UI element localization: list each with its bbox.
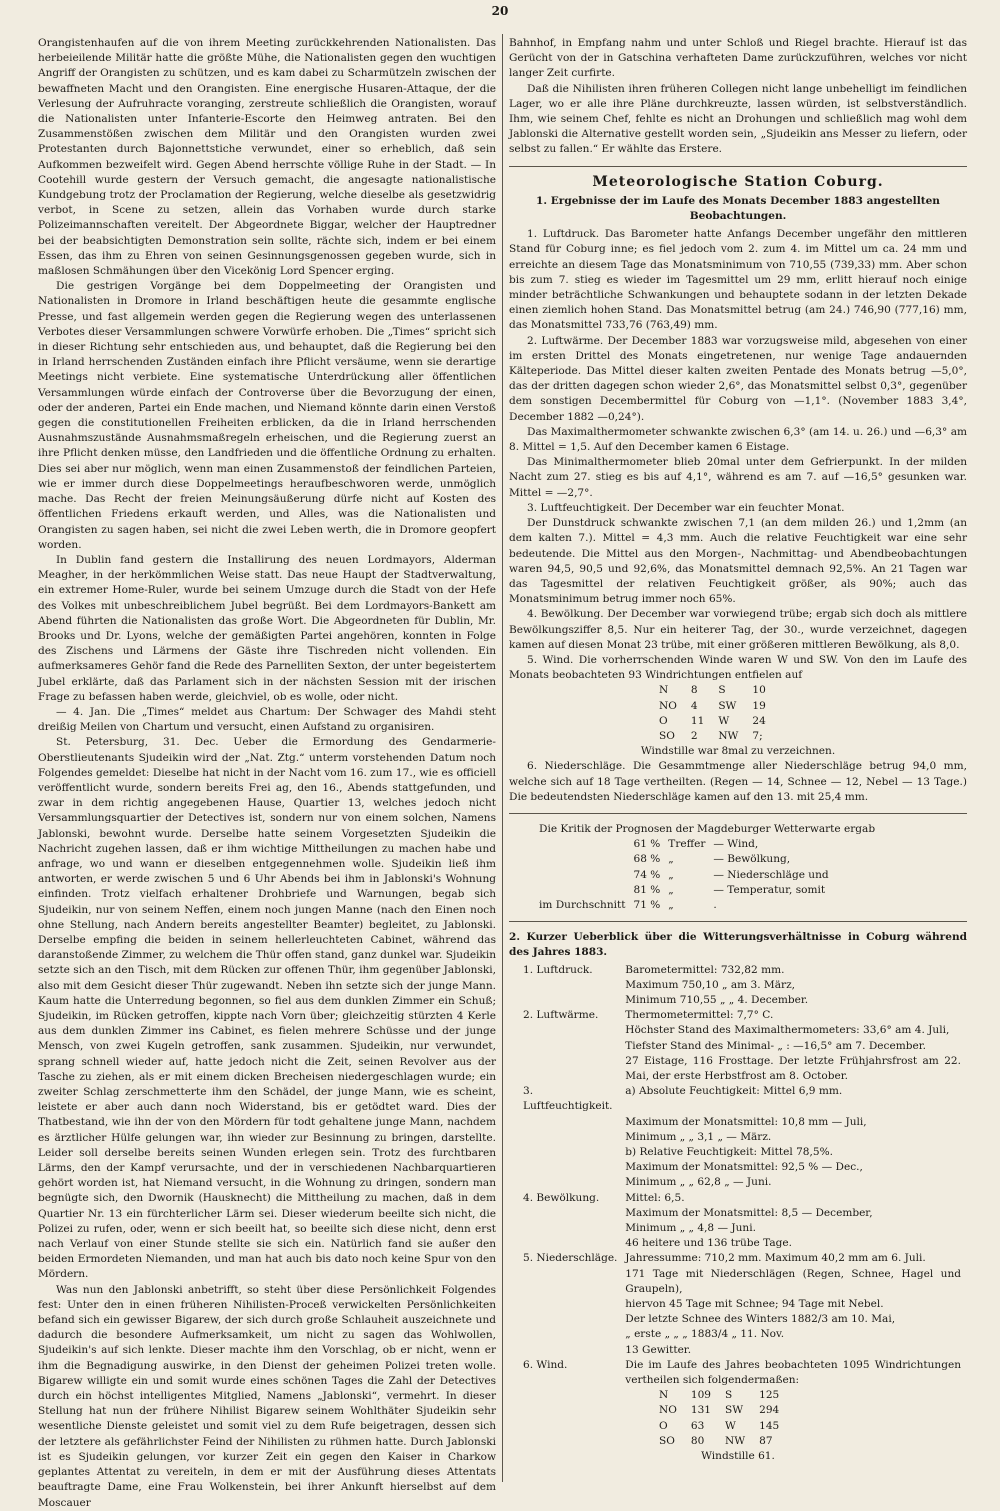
- article-paragraph: Was nun den Jablonski anbetrifft, so steht über diese Persönlichkeit Folgendes fest: Unter den in einen früheren Nihilisten-Proceß verwickelten Persönlichkeiten befand sich ein gewisser Bigarew, der sich durch große Schlauheit auszeichnete und dadurch die besondere Aufmerksamkeit, um nicht zu sagen das Wohlwollen, Sjudeikin's auf sich lenkte. Dieser machte ihm den Vorschlag, ob er nicht, wenn er ihm die Begnadigung auswirke, in den Dienst der geheimen Polizei treten wolle. Bigarew willigte ein und somit wurde eines schönen Tages die Zahl der Detectives durch ein höchst intelligentes Mitglied, Namens „Jablonski“, vermehrt. In dieser Stellung hat nun der frühere Nihilist Bigarew seinem Wohlthäter Sjudeikin sehr wesentliche Dienste geleistet und somit viel zu dem Rufe beigetragen, dessen sich der letztere als gefährlichster Feind der Nihilisten zu rühmen hatte. Durch Jablonski ist es Sjudeikin gelungen, vor kurzer Zeit ein gegen den Kaiser in Charkow geplantes Attentat zu vereiteln, in dem er mit der Ausführung dieses Attentats beauftragte Dame, eine Frau Wolkenstein, bei ihrer Ankunft hierselbst auf dem Moscauer: [38, 1283, 496, 1509]
- overview-row-cell: [523, 1175, 625, 1190]
- wind-row-cell: SO: [659, 729, 675, 742]
- overview-row: [523, 1327, 967, 1342]
- overview-row-cell: [523, 1221, 625, 1236]
- overview-row: [523, 1084, 967, 1114]
- wind-row-cell: NO: [659, 699, 677, 712]
- kritik-row-cell: — Wind,: [713, 838, 759, 851]
- wind-row: [659, 1434, 793, 1449]
- overview-row: [523, 1251, 967, 1266]
- column-rule: [502, 34, 503, 1482]
- report-paragraph: Der Dunstdruck schwankte zwischen 7,1 (an dem milden 26.) und 1,2mm (an dem kalten 7.). Mittel = 4,3 mm. Auch die relative Feuchtigkeit war eine sehr bedeutende. Die Mittel aus den Morgen-, Nachmittag- und Abendbeobachtungen waren 94,5, 90,5 und 92,6%, das Monatsmittel demnach 92,5%. An 21 Tagen war das Tagesmittel der relativen Feuchtigkeit größer, als 90%; auch das Monatsminimum betrug immer noch 65%.: [509, 517, 967, 606]
- section-rule: [509, 921, 967, 922]
- overview-row-cell: [523, 1267, 625, 1297]
- article-paragraph: St. Petersburg, 31. Dec. Ueber die Ermordung des Gendarmerie-Oberstlieutenants Sjudeikin wird der „Nat. Ztg.“ unterm vorstehenden Datum noch Folgendes gemeldet: Dieselbe hat nicht in der Nacht vom 16. zum 17., wie es officiell veröffentlicht wurde, sondern bereits Frei ag, den 16., Abends stattgefunden, und zwar in dem richtig angegebenen Hause, Quartier 13, welches jedoch nicht Versammlungsquartier der Detectives ist, sondern nur von einem solchen, Namens Jablonski, bewohnt wurde. Derselbe hatte seinem Vorgesetzten Sjudeikin die Nachricht zugehen lassen, daß er ihm wichtige Mittheilungen zu machen habe und anfrage, wo und wann er dieselben entgegennehmen wolle. Sjudeikin ließ ihm antworten, er werde zwischen 5 und 6 Uhr Abends bei ihm in Jablonski's Wohnung einfinden. Trotz vielfach erhaltener Drohbriefe und Warnungen, begab sich Sjudeikin, nur von seinem Neffen, einem noch jungen Manne (nach den Einen noch ohne Stellung, nach Andern bereits angestellter Beamter) begleitet, zu Jablonski. Derselbe empfing die beiden in seinem hellerleuchteten Cabinet, während das daranstoßende Zimmer, zu welchem die Thür offen stand, ganz dunkel war. Sjudeikin setzte sich an den Tisch, mit dem Rücken zur offenen Thür, ihm gegenüber Jablonski, also mit dem Gesicht dieser Thür zugewandt. Neben ihn setzte sich der junge Mann. Kaum hatte die Unterredung begonnen, so fiel aus dem dunklen Zimmer ein Schuß; Sjudeikin, im Rücken getroffen, kippte nach Vorn über; gleichzeitig stürzten 4 Kerle aus dem dunklen Zimmer ins Cabinet, es fielen mehrere Schüsse und der junge Mensch, von zwei Kugeln getroffen, sank zusammen. Sjudeikin, nur verwundet, sprang schnell wieder auf, hatte jedoch nicht die Zeit, seinen Revolver aus der Tasche zu ziehen, als er mit einem dicken Brecheisen niedergeschlagen wurde; ein zweiter Schlag zerschmetterte ihm den Schädel, der junge Mann, wie es scheint, leistete er aber auch dann noch Widerstand, bis er getödtet ward. Dies der Thatbestand, wie ihn der von den Mördern für todt gehaltene junge Mann, nachdem es ärztlicher Hülfe gelungen war, ihn wieder zur Besinnung zu bringen, darstellte. Leider soll derselbe bereits seinen Wunden erlegen sein. Trotz des furchtbaren Lärms, den der Kampf verursachte, und der in verschiedenen Nachbarquartieren gehört worden ist, hat Niemand versucht, in die Wohnung zu dringen, sondern man begnügte sich, den Dwornik (Hausknecht) die Mittheilung zu machen, daß in dem Quartier Nr. 13 ein fürchterlicher Lärm sei. Dieser wiederum beeilte sich nicht, die Polizei zu rufen, oder, wenn er sich beeilt hat, so beeilte sich diese nicht, denn erst nach Verlauf von einer Stunde stellte sie sich ein. Natürlich fand sie außer den beiden Ermordeten Niemanden, und man hat auch bis dato noch keine Spur von den Mördern.: [38, 736, 496, 1281]
- overview-row: [523, 1206, 967, 1221]
- overview-row-cell: Maximum der Monatsmittel: 8,5 — December,: [625, 1206, 873, 1219]
- overview-row: [523, 1343, 967, 1358]
- wind-row: [659, 699, 780, 714]
- overview-row-cell: [523, 1039, 625, 1054]
- kritik-row-cell: [539, 868, 633, 883]
- wind-row-cell: SW: [725, 1404, 744, 1417]
- overview-row-cell: 171 Tage mit Niederschlägen (Regen, Schnee, Hagel und Graupeln),: [625, 1267, 961, 1295]
- wind-row-cell: 4: [690, 699, 698, 712]
- overview-row-cell: [523, 1327, 625, 1342]
- overview-row-cell: „ erste „ „ „ 1883/4 „ 11. Nov.: [625, 1328, 785, 1341]
- overview-row-cell: [523, 1145, 625, 1160]
- right-column: [509, 36, 967, 1464]
- overview-row-cell: [523, 1130, 625, 1145]
- wind-row-cell: 19: [752, 699, 766, 712]
- overview-row-cell: hiervon 45 Tage mit Schnee; 94 Tage mit Nebel.: [625, 1298, 884, 1311]
- wind-row-cell: NW: [718, 729, 739, 742]
- wind-row-cell: O: [659, 714, 668, 727]
- section-rule: [509, 813, 967, 814]
- page-number: 20: [491, 4, 509, 18]
- wind-row-cell: 125: [759, 1389, 780, 1402]
- kritik-row-cell: „: [668, 853, 674, 866]
- overview-row-cell: Maximum 750,10 „ am 3. März,: [625, 978, 795, 991]
- kritik-row-cell: — Niederschläge und: [713, 868, 829, 881]
- overview-row: [523, 1175, 967, 1190]
- overview-row-cell: [523, 1297, 625, 1312]
- report-paragraph: Das Minimalthermometer blieb 20mal unter dem Gefrierpunkt. In der milden Nacht zum 27. stieg es bis auf 4,1°, während es am 7. auf —16,5° gesunken war. Mittel = —2,7°.: [509, 456, 967, 499]
- overview-row: [523, 1191, 967, 1206]
- kritik-row: [539, 837, 837, 852]
- wind-row-cell: 145: [759, 1419, 780, 1432]
- report-paragraph: Das Maximalthermometer schwankte zwischen 6,3° (am 14. u. 26.) und —6,3° am 8. Mittel = 1,5. Auf den December kamen 6 Eistage.: [509, 425, 967, 454]
- kritik-table: [539, 837, 837, 913]
- kritik-row: [539, 868, 837, 883]
- overview-row: [523, 1297, 967, 1312]
- kritik-row-cell: [539, 837, 633, 852]
- overview-row: [523, 1160, 967, 1175]
- wind-row-cell: NW: [725, 1434, 746, 1447]
- overview-row-cell: 13 Gewitter.: [625, 1343, 692, 1356]
- overview-row-cell: [523, 1206, 625, 1221]
- kritik-row-cell: 74 %: [633, 868, 661, 881]
- overview-row-cell: Mittel: 6,5.: [625, 1191, 685, 1204]
- overview-row-cell: [523, 1343, 625, 1358]
- overview-row: [523, 1008, 967, 1023]
- report-paragraph: 5. Wind. Die vorherrschenden Winde waren W und SW. Von den im Laufe des Monats beobachteten 93 Windrichtungen entfielen auf: [509, 653, 967, 682]
- wind-row-cell: 87: [759, 1434, 773, 1447]
- article-paragraph: Die gestrigen Vorgänge bei dem Doppelmeeting der Orangisten und Nationalisten in Dromore in Irland beschäftigen heute die gesammte englische Presse, und fast allgemein werden gegen die Regierung wegen des unterlassenen Verbotes dieser Versammlungen schwere Vorwürfe erhoben. Die „Times“ spricht sich in dieser Richtung sehr entschieden aus, und behauptet, daß die Regierung bei den in Irland herrschenden Zuständen einfach ihre Pflicht versäume, wenn sie derartige Meetings nicht verbiete. Eine systematische Unterdrückung aller öffentlichen Versammlungen würde einfach der Controverse über die Bevorzugung der einen, oder der anderen, Partei ein Ende machen, und Niemand könnte darin einen Verstoß gegen die constitutionellen Freiheiten erblicken, da die in Irland herrschenden Ausnahmszustände Ausnahmsmaßregeln erheischen, und die Regierung zuerst an ihre Pflicht denken müsse, den Landfrieden und die öffentliche Ordnung zu erhalten. Dies sei aber nur möglich, wenn man einen Zusammenstoß der feindlichen Parteien, wie er immer durch diese Doppelmeetings heraufbeschworen werde, unmöglich mache. Das Recht der freien Meinungsäußerung dürfe nicht auf Kosten des öffentlichen Friedens erkauft werden, und Alles, was die Nationalisten und Orangisten zu sagen haben, sei nicht die zwei Leben werth, die in Dromore geopfert worden.: [38, 280, 496, 551]
- wind-row-cell: N: [659, 1389, 669, 1402]
- overview-row-cell: 4. Bewölkung.: [523, 1191, 600, 1204]
- overview-row-cell: 5. Niederschläge.: [523, 1252, 618, 1265]
- kritik-row-cell: „: [668, 898, 674, 911]
- section-rule: [509, 166, 967, 167]
- wind-row-cell: S: [725, 1389, 733, 1402]
- wind-row-cell: W: [718, 714, 730, 727]
- section-1-title: 1. Ergebnisse der im Laufe des Monats December 1883 angestellten Beobachtungen.: [536, 194, 940, 223]
- wind-row-cell: SO: [659, 1434, 675, 1447]
- overview-row: [523, 1130, 967, 1145]
- kritik-row-cell: [539, 852, 633, 867]
- annual-overview-table: [523, 963, 967, 1389]
- overview-row-cell: b) Relative Feuchtigkeit: Mittel 78,5%.: [625, 1146, 833, 1159]
- overview-row-cell: Jahressumme: 710,2 mm. Maximum 40,2 mm am 6. Juli.: [625, 1252, 926, 1265]
- wind-note: Windstille 61.: [701, 1450, 775, 1463]
- wind-row: [659, 683, 780, 698]
- wind-row-cell: 24: [752, 714, 766, 727]
- wind-row: [659, 729, 780, 744]
- overview-row: [523, 1221, 967, 1236]
- kritik-row-cell: — Bewölkung,: [713, 853, 791, 866]
- wind-table-december: [659, 683, 780, 744]
- overview-row-cell: [523, 993, 625, 1008]
- overview-row-cell: Die im Laufe des Jahres beobachteten 1095 Windrichtungen vertheilen sich folgendermaßen:: [625, 1358, 961, 1387]
- kritik-row: [539, 883, 837, 898]
- wind-row: [659, 1419, 793, 1434]
- overview-row: [523, 1054, 967, 1084]
- wind-row-cell: 2: [690, 729, 698, 742]
- overview-row-cell: [523, 1236, 625, 1251]
- kritik-row-cell: 81 %: [633, 883, 661, 896]
- kritik-row-cell: Treffer: [668, 838, 706, 851]
- kritik-row-cell: „: [668, 868, 674, 881]
- wind-row-cell: W: [725, 1419, 736, 1432]
- overview-row: [523, 978, 967, 993]
- wind-row-cell: 7;: [752, 729, 763, 742]
- wind-row: [659, 714, 780, 729]
- wind-row: [659, 1403, 793, 1418]
- overview-row: [523, 1115, 967, 1130]
- overview-row-cell: Minimum „ „ 3,1 „ — März.: [625, 1130, 772, 1143]
- overview-row-cell: Der letzte Schnee des Winters 1882/3 am 10. Mai,: [625, 1313, 896, 1326]
- wind-row-cell: 131: [690, 1404, 712, 1417]
- overview-row-cell: Maximum der Monatsmittel: 10,8 mm — Juli,: [625, 1115, 867, 1128]
- wind-row-cell: 8: [690, 684, 698, 697]
- article-paragraph: — 4. Jan. Die „Times“ meldet aus Chartum: Der Schwager des Mahdi steht dreißig Meilen von Chartum und versucht, einen Aufstand zu organisiren.: [38, 705, 496, 734]
- overview-row-cell: [523, 978, 625, 993]
- wind-row-cell: 109: [690, 1389, 712, 1402]
- overview-row-cell: [523, 1023, 625, 1038]
- overview-row-cell: [523, 1160, 625, 1175]
- overview-row-cell: Minimum 710,55 „ „ 4. December.: [625, 993, 809, 1006]
- overview-row-cell: 2. Luftwärme.: [523, 1009, 599, 1022]
- article-paragraph: Daß die Nihilisten ihren früheren Collegen nicht lange unbehelligt im feindlichen Lager, wo er alle ihre Pläne durchkreuzte, lassen würden, ist selbstverständlich. Ihm, wie seinem Chef, fehlte es nicht an Drohungen und schließlich mag wohl dem Jablonski die Alternative gestellt worden sein, „Sjudeikin ans Messer zu liefern, oder selbst zu fallen.“ Er wählte das Erstere.: [509, 82, 967, 156]
- kritik-row: [539, 898, 837, 913]
- overview-row-cell: Maximum der Monatsmittel: 92,5 % — Dec.,: [625, 1161, 863, 1174]
- overview-row-cell: 3. Luftfeuchtigkeit.: [523, 1085, 613, 1113]
- wind-row: [659, 1388, 793, 1403]
- overview-row: [523, 1358, 967, 1388]
- wind-row-cell: 294: [759, 1404, 780, 1417]
- article-paragraph: In Dublin fand gestern die Installirung des neuen Lordmayors, Alderman Meagher, in der herkömmlichen Weise statt. Das neue Haupt der Stadtverwaltung, ein extremer Home-Ruler, wurde bei seinem Umzuge durch die Stadt von der Hefe des Volkes mit unbeschreiblichem Jubel begrüßt. Bei dem Lordmayors-Bankett am Abend führten die Nationalisten das große Wort. Die Abgeordneten für Dublin, Mr. Brooks und Dr. Lyons, welche der gemäßigten Partei angehören, konnten in Folge des Zischens und Lärmens der Gäste ihre Tischreden nicht vollenden. Ein aufmerksameres Gehör fand die Rede des Parnelliten Sexton, der unter begeistertem Jubel erklärte, daß das Parlament sich in der nächsten Session mit der irischen Frage zu befassen haben werde, gleichviel, ob es wolle, oder nicht.: [38, 553, 496, 703]
- overview-row: [523, 1039, 967, 1054]
- overview-row: [523, 1023, 967, 1038]
- wind-row-cell: O: [659, 1419, 668, 1432]
- kritik-row-cell: [539, 883, 633, 898]
- wind-table-year: [659, 1388, 793, 1449]
- kritik-row-cell: im Durchschnitt: [539, 898, 626, 911]
- station-title: Meteorologische Station Coburg.: [592, 173, 884, 190]
- overview-row: [523, 1267, 967, 1297]
- overview-row: [523, 993, 967, 1008]
- report-paragraph: 2. Luftwärme. Der December 1883 war vorzugsweise mild, abgesehen von einer im ersten Drittel des Monats eingetretenen, nur wenige Tage andauernden Kälteperiode. Das Mittel dieser kalten zweiten Pentade des Monats betrug —5,0°, das der dritten dagegen schon wieder 2,6°, das Monatsmittel selbst 0,3°, gegenüber dem sonstigen Decembermittel für Coburg von —1,1°. (November 1883 3,4°, December 1882 —0,24°).: [509, 334, 967, 423]
- article-paragraph: Orangistenhaufen auf die von ihrem Meeting zurückkehrenden Nationalisten. Das herbeieilende Militär hatte die größte Mühe, die Nationalisten gegen den wuchtigen Angriff der Orangisten zu schützen, und es kam dabei zu Scharmützeln zwischen der bewaffneten Macht und den Orangisten. Eine energische Husaren-Attaque, der die Verlesung der Aufruhracte voranging, zerstreute schließlich die Orangisten, worauf die Nationalisten unter Infanterie-Escorte den Heimweg antraten. Bei den Zusammenstößen zwischen dem Militär und den Orangisten wurden zwei Protestanten durch Bajonnettstiche verwundet, einer so erheblich, daß sein Aufkommen bezweifelt wird. Gegen Abend herrschte völlige Ruhe in der Stadt. — In Cootehill wurde gestern der Versuch gemacht, die angesagte nationalistische Kundgebung trotz der Proclamation der Regierung, welche dieselbe als gesetzwidrig verbot, in Scene zu setzen, allein das Vorhaben wurde durch starke Polizeimannschaften vereitelt. Der Abgeordnete Biggar, welcher der Hauptredner bei der beabsichtigten Demonstration sein sollte, rächte sich, indem er bei einem Essen, das ihm zu Ehren von seinen Gesinnungsgenossen gegeben wurde, sich in maßlosen Schmähungen über den Vicekönig Lord Spencer erging.: [38, 37, 496, 278]
- kritik-intro: Die Kritik der Prognosen der Magdeburger Wetterwarte ergab: [539, 822, 876, 835]
- wind-row-cell: 63: [690, 1419, 705, 1432]
- wind-row-cell: N: [659, 684, 669, 697]
- overview-row-cell: Barometermittel: 732,82 mm.: [625, 963, 785, 976]
- wind-row-cell: NO: [659, 1404, 677, 1417]
- wind-row-cell: S: [718, 684, 726, 697]
- section-2-title: 2. Kurzer Ueberblick über die Witterungsverhältnisse in Coburg während des Jahres 1883.: [509, 931, 967, 959]
- kritik-row-cell: .: [713, 898, 717, 911]
- overview-row: [523, 963, 967, 978]
- report-paragraph: 3. Luftfeuchtigkeit. Der December war ein feuchter Monat.: [527, 501, 845, 514]
- overview-row-cell: Tiefster Stand des Minimal- „ : —16,5° am 7. December.: [625, 1039, 926, 1052]
- left-column: [38, 36, 496, 1511]
- article-paragraph: Bahnhof, in Empfang nahm und unter Schloß und Riegel brachte. Hierauf ist das Gerücht von der in Gatschina verhafteten Dame zurückzuführen, welches vor nicht langer Zeit curfirte.: [509, 37, 967, 80]
- overview-row-cell: Minimum „ „ 4,8 — Juni.: [625, 1222, 756, 1235]
- overview-row-cell: 1. Luftdruck.: [523, 963, 593, 976]
- kritik-row-cell: „: [668, 883, 674, 896]
- overview-row-cell: [523, 1115, 625, 1130]
- kritik-row-cell: 71 %: [633, 898, 661, 911]
- report-paragraph: 6. Niederschläge. Die Gesammtmenge aller Niederschläge betrug 94,0 mm, welche sich auf 18 Tage vertheilten. (Regen — 14, Schnee — 12, Nebel — 13 Tage.) Die bedeutendsten Niederschläge kamen auf den 13. mit 25,4 mm.: [509, 760, 967, 803]
- wind-row-cell: 11: [690, 714, 705, 727]
- overview-row-cell: 46 heitere und 136 trübe Tage.: [625, 1237, 792, 1250]
- kritik-row-cell: — Temperatur, somit: [713, 883, 826, 896]
- report-paragraph: 4. Bewölkung. Der December war vorwiegend trübe; ergab sich doch als mittlere Bewölkungsziffer 8,5. Nur ein heiterer Tag, der 30., wurde verzeichnet, dagegen kamen auf diesen Monat 23 trübe, mit einer größeren mittleren Bewölkung, als 8,0.: [509, 608, 967, 651]
- kritik-row: [539, 852, 837, 867]
- wind-row-cell: 80: [690, 1434, 705, 1447]
- overview-row-cell: Höchster Stand des Maximalthermometers: 33,6° am 4. Juli,: [625, 1024, 950, 1037]
- overview-row-cell: Minimum „ „ 62,8 „ — Juni.: [625, 1176, 772, 1189]
- overview-row-cell: 6. Wind.: [523, 1358, 568, 1371]
- overview-row: [523, 1312, 967, 1327]
- overview-row-cell: a) Absolute Feuchtigkeit: Mittel 6,9 mm.: [625, 1085, 843, 1098]
- wind-row-cell: SW: [718, 699, 737, 712]
- kritik-row-cell: 68 %: [633, 853, 661, 866]
- wind-row-cell: 10: [752, 684, 766, 697]
- report-paragraph: 1. Luftdruck. Das Barometer hatte Anfangs December ungefähr den mittleren Stand für Coburg inne; es fiel jedoch vom 2. zum 4. im Mittel um ca. 24 mm und erreichte an diesem Tage das Monatsminimum von 710,55 (739,33) mm. Aber schon bis zum 7. stieg es wieder im Tagesmittel um 29 mm, erlitt hierauf noch einige minder beträchtliche Schwankungen und behauptete sodann in der letzten Dekade einen ziemlich hohen Stand. Das Monatsmittel betrug (am 24.) 746,90 (777,16) mm, das Monatsmittel 733,76 (763,49) mm.: [509, 228, 967, 332]
- overview-row-cell: [523, 1054, 625, 1084]
- overview-row: [523, 1236, 967, 1251]
- overview-row-cell: Thermometermittel: 7,7° C.: [625, 1009, 774, 1022]
- wind-note: Windstille war 8mal zu verzeichnen.: [640, 745, 836, 758]
- overview-row: [523, 1145, 967, 1160]
- overview-row-cell: [523, 1312, 625, 1327]
- kritik-row-cell: 61 %: [633, 838, 661, 851]
- overview-row-cell: 27 Eistage, 116 Frosttage. Der letzte Frühjahrsfrost am 22. Mai, der erste Herbstfrost am 8. October.: [625, 1054, 961, 1082]
